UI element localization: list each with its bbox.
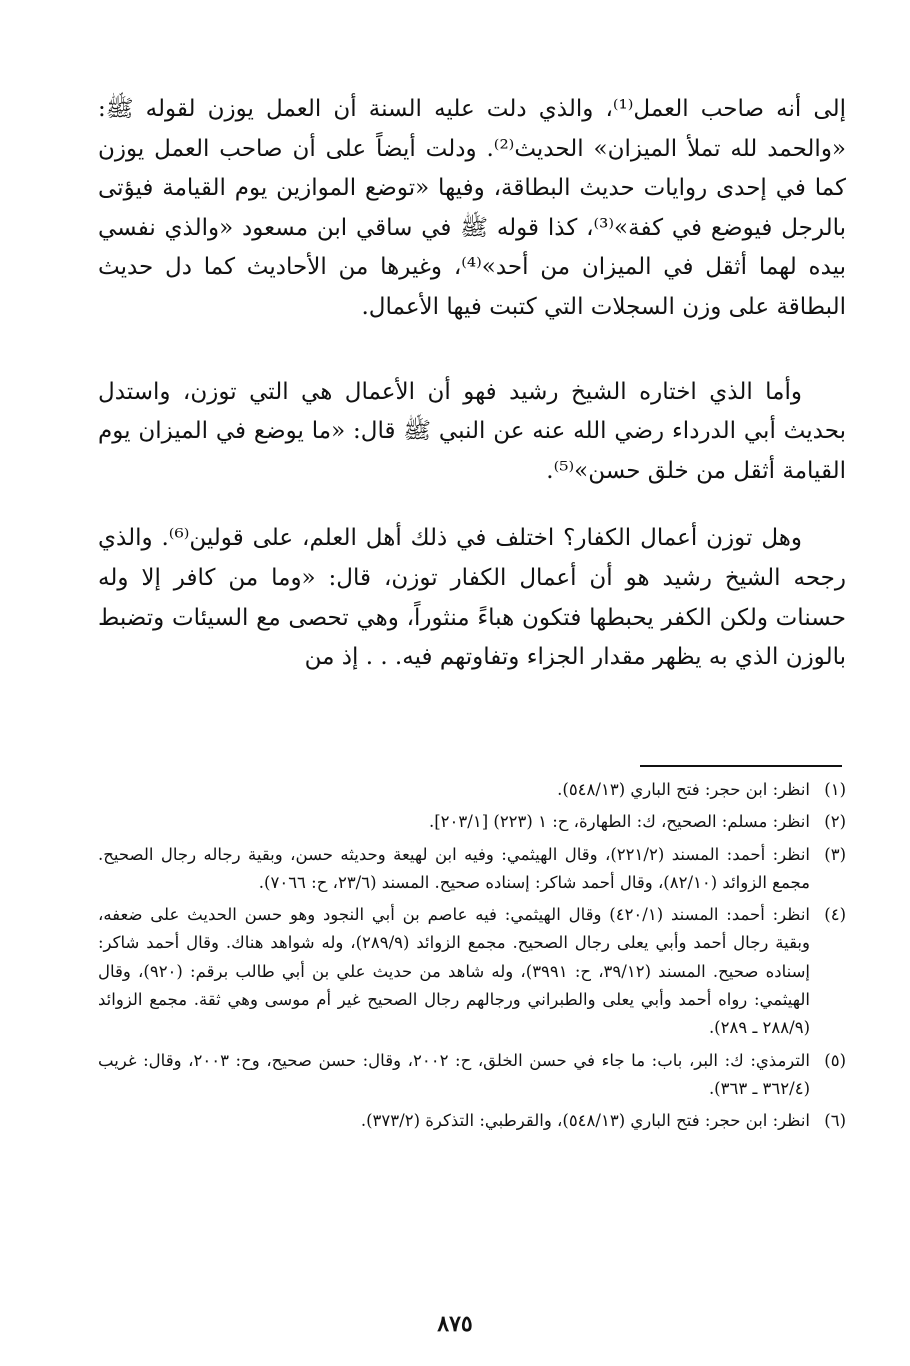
footnotes bbox=[98, 776, 846, 1140]
page-number: ٨٧٥ bbox=[437, 1311, 473, 1337]
footnote-2 bbox=[98, 808, 846, 836]
footnote-separator bbox=[640, 765, 842, 767]
footnote-6 bbox=[98, 1107, 846, 1135]
footnote-text: انظر: ابن حجر: فتح الباري (٥٤٨/١٣)، والقرطبي: التذكرة (٣٧٣/٢). bbox=[360, 1111, 810, 1131]
footnote-text: الترمذي: ك: البر، باب: ما جاء في حسن الخلق، ح: ٢٠٠٢، وقال: حسن صحيح، وح: ٢٠٠٣، وقال: غريب (٣٦٢/٤ ـ ٣٦٣). bbox=[98, 1050, 810, 1098]
footnote-number: (٤) bbox=[824, 905, 846, 925]
footnote-number: (٢) bbox=[824, 812, 846, 832]
footnote-3 bbox=[98, 841, 846, 898]
paragraph-3: وهل توزن أعمال الكفار؟ اختلف في ذلك أهل العلم، على قولين⁽⁶⁾. والذي رجحه الشيخ رشيد هو أن أعمال الكفار توزن، قال: «وما من كافر إلا وله حسنات ولكن الكفر يحبطها فتكون هباءً منثوراً، وهي تحصى مع السيئات وتضبط بالوزن الذي به يظهر مقدار الجزاء وتفاوتهم فيه. . . إذ من bbox=[98, 525, 846, 671]
footnote-number: (١) bbox=[824, 780, 846, 799]
footnote-text: انظر: أحمد: المسند (٤٢٠/١) وقال الهيثمي: فيه عاصم بن أبي النجود وهو حسن الحديث على ضعفه، وبقية رجال أحمد وأبي يعلى رجال الصحيح. مجمع الزوائد (٢٨٩/٩)، وله شواهد هناك. وقال أحمد شاكر: إسناده صحيح. المسند (٣٩/١٢، ح: ٣٩٩١)، وله شاهد من حديث علي بن أبي طالب برقم: (٩٢٠)، وقال الهيثمي: رواه أحمد وأبي يعلى والطبراني ورجالهم رجال الصحيح غير أم موسى وهي ثقة. مجمع الزوائد (٢٨٨/٩ ـ ٢٨٩). bbox=[98, 905, 810, 1038]
footnote-1 bbox=[98, 776, 846, 804]
footnote-number: (٦) bbox=[824, 1111, 846, 1131]
footnote-number: (٥) bbox=[824, 1050, 846, 1070]
footnote-4 bbox=[98, 901, 846, 1042]
main-text bbox=[98, 90, 846, 678]
paragraph-2: وأما الذي اختاره الشيخ رشيد فهو أن الأعمال هي التي توزن، واستدل بحديث أبي الدرداء رضي الله عنه عن النبي ﷺ قال: «ما يوضع في الميزان يوم القيامة أثقل من خلق حسن»⁽⁵⁾. bbox=[98, 378, 846, 484]
footnote-number: (٣) bbox=[824, 844, 846, 864]
paragraph-1: إلى أنه صاحب العمل⁽¹⁾، والذي دلت عليه السنة أن العمل يوزن لقوله ﷺ: «والحمد لله تملأ الميزان» الحديث⁽²⁾. ودلت أيضاً على أن صاحب العمل يوزن كما في إحدى روايات حديث البطاقة، وفيها «توضع الموازين يوم القيامة فيؤتى بالرجل فيوضع في كفة»⁽³⁾، كذا قوله ﷺ في ساقي ابن مسعود «والذي نفسي بيده لهما أثقل في الميزان من أحد»⁽⁴⁾، وغيرها من الأحاديث كما دل حديث البطاقة على وزن السجلات التي كتبت فيها الأعمال. bbox=[98, 96, 846, 320]
footnote-text: انظر: مسلم: الصحيح، ك: الطهارة، ح: ١ (٢٢٣) [٢٠٣/١]. bbox=[428, 812, 810, 832]
footnote-5 bbox=[98, 1047, 846, 1104]
footnote-text: انظر: أحمد: المسند (٢٢١/٢)، وقال الهيثمي: وفيه ابن لهيعة وحديثه حسن، وبقية رجاله رجال الصحيح. مجمع الزوائد (٨٢/١٠)، وقال أحمد شاكر: إسناده صحيح. المسند (٢٣/٦، ح: ٧٠٦٦). bbox=[98, 844, 810, 892]
footnote-text: انظر: ابن حجر: فتح الباري (٥٤٨/١٣). bbox=[557, 780, 810, 799]
